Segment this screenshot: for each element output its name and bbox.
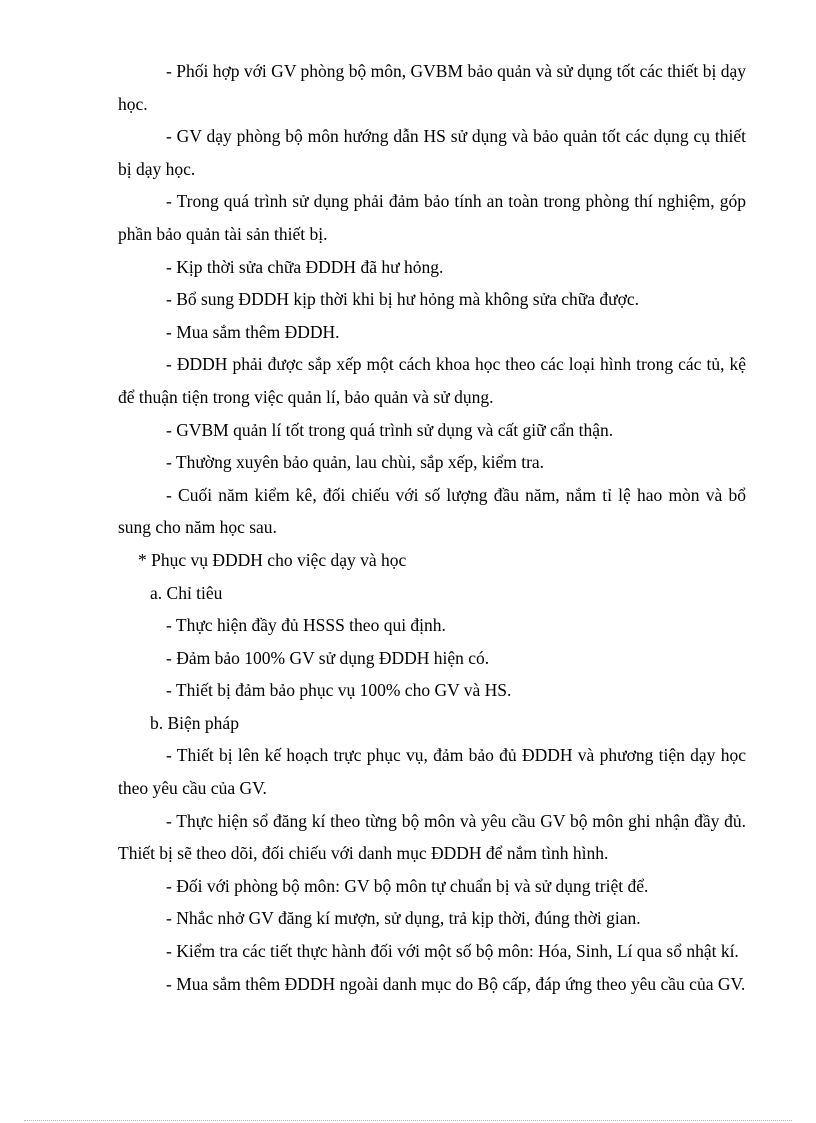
paragraph-subject-rooms: - Đối với phòng bộ môn: GV bộ môn tự chuẩn bị và sử dụng triệt để. <box>166 875 649 896</box>
paragraph-practice-check: - Kiểm tra các tiết thực hành đối với một số bộ môn: Hóa, Sinh, Lí qua sổ nhật kí. <box>166 941 739 962</box>
paragraph-borrow-reminder: - Nhắc nhở GV đăng kí mượn, sử dụng, trả kịp thời, đúng thời gian. <box>166 908 641 929</box>
page-bottom-divider <box>24 1120 792 1121</box>
subheading-targets: a. Chỉ tiêu <box>150 582 223 603</box>
paragraph-supplement-equipment: - Bổ sung ĐDDH kịp thời khi bị hư hỏng mà không sửa chữa được. <box>166 289 640 310</box>
paragraph-coordinate-maintenance: - Phối hợp với GV phòng bộ môn, GVBM bảo quản và sử dụng tốt các thiết bị dạy học. <box>118 61 746 114</box>
paragraph-target-usage: - Đảm bảo 100% GV sử dụng ĐDDH hiện có. <box>166 647 490 668</box>
paragraph-lab-safety: - Trong quá trình sử dụng phải đảm bảo tính an toàn trong phòng thí nghiệm, góp phần bảo quản tài sản thiết bị. <box>118 191 746 244</box>
paragraph-service-plan: - Thiết bị lên kế hoạch trực phục vụ, đảm bảo đủ ĐDDH và phương tiện dạy học theo yêu cầu của GV. <box>118 745 746 799</box>
paragraph-teacher-guidance: - GV dạy phòng bộ môn hướng dẫn HS sử dụng và bảo quản tốt các dụng cụ thiết bị dạy học. <box>118 126 746 179</box>
paragraph-timely-repair: - Kịp thời sửa chữa ĐDDH đã hư hỏng. <box>166 256 444 277</box>
paragraph-organize-equipment: - ĐDDH phải được sắp xếp một cách khoa học theo các loại hình trong các tủ, kệ để thuận tiện trong việc quản lí, bảo quản và sử dụng. <box>118 354 746 407</box>
subheading-measures: b. Biện pháp <box>150 712 239 733</box>
paragraph-registration-book: - Thực hiện sổ đăng kí theo từng bộ môn và yêu cầu GV bộ môn ghi nhận đầy đủ. Thiết bị sẽ theo dõi, đối chiếu với danh mục ĐDDH để nắm tình hình. <box>118 810 746 864</box>
section-heading-service: * Phục vụ ĐDDH cho việc dạy và học <box>138 549 407 570</box>
paragraph-regular-maintenance: - Thường xuyên bảo quản, lau chùi, sắp xếp, kiểm tra. <box>166 452 545 473</box>
paragraph-year-end-inventory: - Cuối năm kiểm kê, đối chiếu với số lượng đầu năm, nắm tỉ lệ hao mòn và bổ sung cho năm học sau. <box>118 484 746 538</box>
paragraph-target-service: - Thiết bị đảm bảo phục vụ 100% cho GV và HS. <box>166 680 512 701</box>
paragraph-gvbm-management: - GVBM quản lí tốt trong quá trình sử dụng và cất giữ cẩn thận. <box>166 419 614 440</box>
paragraph-extra-purchase: - Mua sắm thêm ĐDDH ngoài danh mục do Bộ cấp, đáp ứng theo yêu cầu của GV. <box>166 973 746 994</box>
paragraph-purchase-equipment: - Mua sắm thêm ĐDDH. <box>166 321 340 342</box>
document-body <box>118 55 746 1000</box>
paragraph-target-records: - Thực hiện đầy đủ HSSS theo qui định. <box>166 615 446 636</box>
